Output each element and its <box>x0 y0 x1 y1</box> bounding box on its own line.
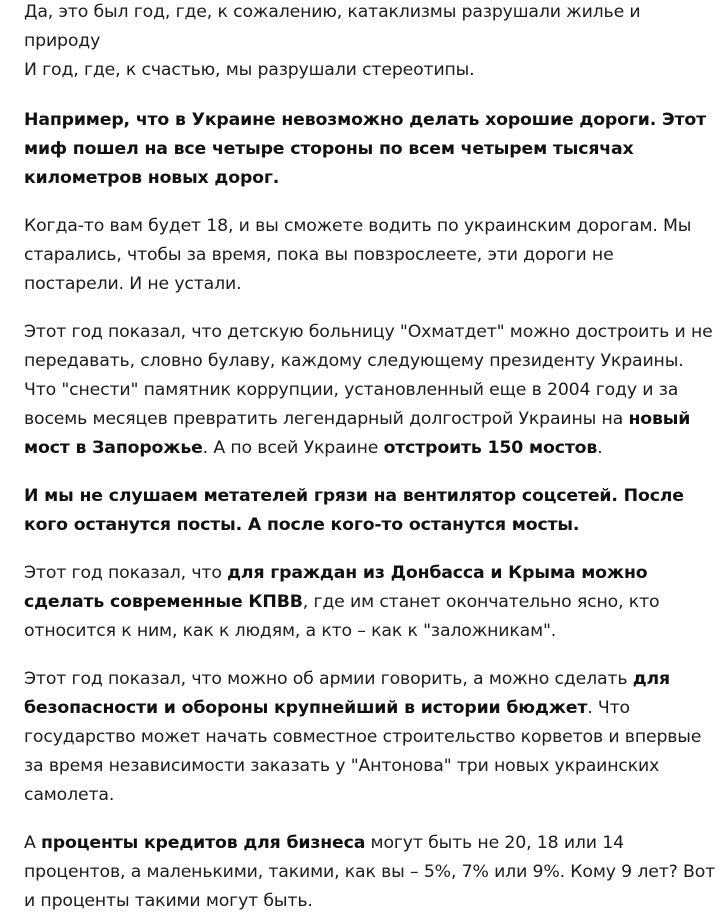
text-segment: . А по всей Украине <box>202 438 384 458</box>
text-segment: могут быть не 20, 18 или 14 процентов, а маленькими, такими, как вы – 5%, 7% или 9%. Кому 9 лет? Вот и проценты такими могут быть. <box>24 833 716 911</box>
article-paragraph <box>24 106 718 193</box>
article-paragraph <box>24 665 718 810</box>
bold-text-segment: для граждан из Донбасса и Крыма можно сделать современные КПВВ <box>24 563 648 612</box>
article-paragraph <box>24 212 718 299</box>
text-segment: Когда-то вам будет 18, и вы сможете водить по украинским дорогам. Мы старались, чтобы за время, пока вы повзрослеете, эти дороги не постарели. И не устали. <box>24 216 692 294</box>
bold-text-segment: отстроить 150 мостов <box>383 438 598 458</box>
text-segment: Этот год показал, что можно об армии говорить, а можно сделать <box>24 669 633 689</box>
bold-text-segment: И мы не слушаем метателей грязи на вентилятор соцсетей. После кого останутся посты. А после кого-то останутся мосты. <box>24 486 684 535</box>
text-segment: А <box>24 833 42 853</box>
text-segment: И год, где, к счастью, мы разрушали стереотипы. <box>24 60 475 80</box>
article-paragraph <box>24 318 718 463</box>
text-segment: . <box>597 438 603 458</box>
article-paragraph <box>24 0 718 85</box>
text-segment: . Что государство может начать совместное строительство корветов и впервые за время независимости заказать у "Антонова" три новых украинских самолета. <box>24 698 702 805</box>
article-paragraph <box>24 559 718 646</box>
text-segment: Этот год показал, что <box>24 563 228 583</box>
bold-text-segment: проценты кредитов для бизнеса <box>41 833 366 853</box>
text-segment: Этот год показал, что детскую больницу "Охматдет" можно достроить и не передавать, словно булаву, каждому следующему президенту Украины. Что "снести" памятник коррупции, установленный еще в 2004 году и за восемь месяцев превратить легендарный долгострой Украины на <box>24 322 713 429</box>
text-segment: , где им станет окончательно ясно, кто относится к ним, как к людям, а кто – как к "заложникам". <box>24 592 660 641</box>
text-segment: Да, это был год, где, к сожалению, катаклизмы разрушали жилье и природу <box>24 2 641 51</box>
article-paragraph <box>24 829 718 916</box>
bold-text-segment: для безопасности и обороны крупнейший в истории бюджет <box>24 669 670 718</box>
bold-text-segment: новый мост в Запорожье <box>24 409 691 458</box>
article-paragraph <box>24 482 718 540</box>
bold-text-segment: Например, что в Украине невозможно делать хорошие дороги. Этот миф пошел на все четыре стороны по всем четырем тысячах километров новых дорог. <box>24 110 706 188</box>
